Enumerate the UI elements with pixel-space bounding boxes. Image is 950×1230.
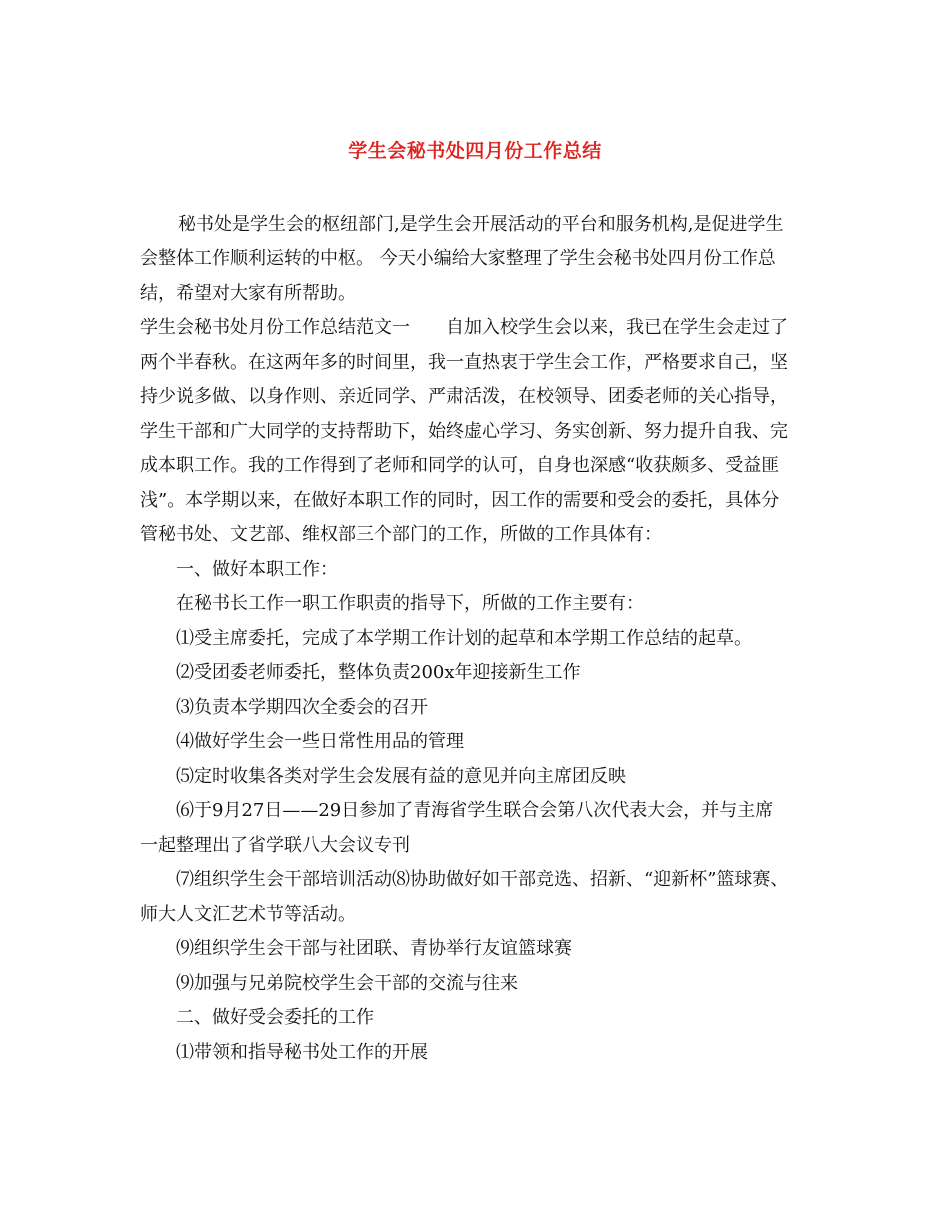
paragraph-line: 持少说多做、以身作则、亲近同学、严肃活泼，在校领导、团委老师的关心指导， (140, 386, 788, 407)
list-item: ⑶负责本学期四次全委会的召开 (176, 697, 428, 718)
list-item: ⑸定时收集各类对学生会发展有益的意见并向主席团反映 (176, 766, 626, 787)
section-heading: 一、做好本职工作： (176, 559, 338, 580)
paragraph-line: 两个半春秋。在这两年多的时间里，我一直热衷于学生会工作，严格要求自己，坚 (140, 352, 788, 373)
list-item: ⑴受主席委托，完成了本学期工作计划的起草和本学期工作总结的起草。 (176, 628, 752, 649)
list-item: ⑷做好学生会一些日常性用品的管理 (176, 731, 464, 752)
paragraph-line: 管秘书处、文艺部、维权部三个部门的工作，所做的工作具体有： (140, 524, 662, 545)
list-item-continuation: 师大人文汇艺术节等活动。 (140, 904, 356, 925)
paragraph-line: 结，希望对大家有所帮助。 (140, 283, 356, 304)
list-item-continuation: 一起整理出了省学联八大会议专刊 (140, 835, 410, 856)
section-heading: 二、做好受会委托的工作 (176, 1007, 374, 1028)
list-item: ⑵受团委老师委托，整体负责200x年迎接新生工作 (176, 662, 581, 683)
paragraph-line: 成本职工作。我的工作得到了老师和同学的认可，自身也深感“收获颇多、受益匪 (140, 455, 780, 476)
paragraph-line: 学生会秘书处月份工作总结范文一 自加入校学生会以来，我已在学生会走过了 (140, 317, 788, 338)
list-item: ⑴带领和指导秘书处工作的开展 (176, 1042, 428, 1063)
list-item: ⑼加强与兄弟院校学生会干部的交流与往来 (176, 973, 518, 994)
paragraph-line: 在秘书长工作一职工作职责的指导下，所做的工作主要有： (176, 593, 644, 614)
list-item: ⑼组织学生会干部与社团联、青协举行友谊篮球赛 (176, 938, 572, 959)
paragraph-line: 学生干部和广大同学的支持帮助下，始终虚心学习、务实创新、努力提升自我、完 (140, 421, 788, 442)
paragraph-line: 秘书处是学生会的枢纽部门,是学生会开展活动的平台和服务机构,是促进学生 (178, 214, 784, 235)
paragraph-line: 会整体工作顺利运转的中枢。 今天小编给大家整理了学生会秘书处四月份工作总 (140, 248, 776, 269)
document-title: 学生会秘书处四月份工作总结 (348, 140, 602, 162)
paragraph-line: 浅”。本学期以来，在做好本职工作的同时，因工作的需要和受会的委托，具体分 (140, 490, 780, 511)
list-item: ⑹于9月27日——29日参加了青海省学生联合会第八次代表大会，并与主席 (176, 800, 774, 821)
list-item: ⑺组织学生会干部培训活动⑻协助做好如干部竞选、招新、“迎新杯”篮球赛、 (176, 869, 789, 890)
